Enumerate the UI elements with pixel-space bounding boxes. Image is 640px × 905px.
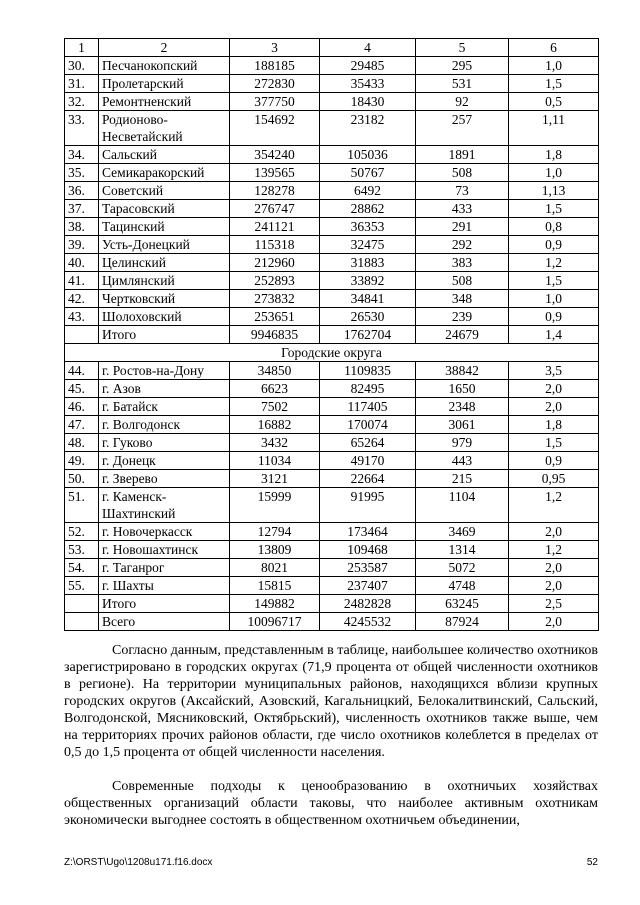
table-cell: 1,0: [509, 57, 599, 75]
column-header: 2: [99, 39, 230, 57]
column-header: 1: [65, 39, 99, 57]
table-cell: 28862: [320, 200, 416, 218]
table-cell: [65, 326, 99, 344]
table-cell: 3061: [416, 416, 509, 434]
table-row: [65, 272, 599, 290]
table-row: [65, 111, 599, 146]
table-cell: 49.: [65, 452, 99, 470]
table-header-row: [65, 39, 599, 57]
table-cell: г. Азов: [99, 380, 230, 398]
table-cell: 26530: [320, 308, 416, 326]
table-row: [65, 236, 599, 254]
table-cell: 241121: [230, 218, 320, 236]
table-row: [65, 488, 599, 523]
table-cell: 35.: [65, 164, 99, 182]
table-cell: г. Батайск: [99, 398, 230, 416]
table-cell: 15815: [230, 577, 320, 595]
table-row: [65, 595, 599, 613]
table-cell: 33.: [65, 111, 99, 146]
section-row: [65, 344, 599, 362]
footer-page-number: 52: [586, 857, 598, 868]
table-cell: 87924: [416, 613, 509, 631]
table-cell: 239: [416, 308, 509, 326]
table-cell: 0,95: [509, 470, 599, 488]
table-cell: 22664: [320, 470, 416, 488]
table-cell: 45.: [65, 380, 99, 398]
table-cell: 257: [416, 111, 509, 146]
table-cell: 53.: [65, 541, 99, 559]
table-cell: Целинский: [99, 254, 230, 272]
table-cell: 41.: [65, 272, 99, 290]
table-cell: 12794: [230, 523, 320, 541]
table-cell: 1,8: [509, 146, 599, 164]
table-cell: 1,5: [509, 434, 599, 452]
table-cell: 276747: [230, 200, 320, 218]
table-row: [65, 398, 599, 416]
table-cell: Усть-Донецкий: [99, 236, 230, 254]
table-cell: 40.: [65, 254, 99, 272]
table-cell: 979: [416, 434, 509, 452]
table-cell: 2,0: [509, 380, 599, 398]
table-cell: 10096717: [230, 613, 320, 631]
table-row: [65, 290, 599, 308]
table-row: [65, 559, 599, 577]
table-cell: 173464: [320, 523, 416, 541]
table-cell: 34.: [65, 146, 99, 164]
table-cell: 1,0: [509, 164, 599, 182]
table-cell: 377750: [230, 93, 320, 111]
table-cell: 63245: [416, 595, 509, 613]
table-row: [65, 380, 599, 398]
footer-file-path: Z:\ORST\Ugo\1208u171.f16.docx: [64, 857, 213, 868]
table-row: [65, 218, 599, 236]
table-cell: 32475: [320, 236, 416, 254]
table-cell: 37.: [65, 200, 99, 218]
table-cell: 91995: [320, 488, 416, 523]
table-row: [65, 362, 599, 380]
table-cell: 0,8: [509, 218, 599, 236]
table-cell: 2,0: [509, 577, 599, 595]
table-cell: 33892: [320, 272, 416, 290]
table-cell: 38842: [416, 362, 509, 380]
table-cell: г. Каменск-Шахтинский: [99, 488, 230, 523]
table-cell: [65, 613, 99, 631]
table-cell: 4748: [416, 577, 509, 595]
table-cell: 115318: [230, 236, 320, 254]
table-cell: 1,0: [509, 290, 599, 308]
table-cell: 0,5: [509, 93, 599, 111]
table-cell: 11034: [230, 452, 320, 470]
table-cell: г. Новочеркасск: [99, 523, 230, 541]
table-cell: 237407: [320, 577, 416, 595]
table-cell: 1104: [416, 488, 509, 523]
table-cell: 36.: [65, 182, 99, 200]
table-cell: 1,11: [509, 111, 599, 146]
table-cell: г. Донецк: [99, 452, 230, 470]
table-cell: 38.: [65, 218, 99, 236]
table-cell: 44.: [65, 362, 99, 380]
table-cell: 43.: [65, 308, 99, 326]
table-cell: 531: [416, 75, 509, 93]
table-cell: Ремонтненский: [99, 93, 230, 111]
table-cell: 2,0: [509, 523, 599, 541]
table-row: [65, 308, 599, 326]
table-cell: г. Зверево: [99, 470, 230, 488]
table-cell: 273832: [230, 290, 320, 308]
table-cell: 3432: [230, 434, 320, 452]
table-cell: Шолоховский: [99, 308, 230, 326]
column-header: 5: [416, 39, 509, 57]
table-cell: 443: [416, 452, 509, 470]
table-cell: 3469: [416, 523, 509, 541]
table-cell: 16882: [230, 416, 320, 434]
table-cell: 5072: [416, 559, 509, 577]
table-cell: 18430: [320, 93, 416, 111]
table-row: [65, 146, 599, 164]
table-cell: 2,5: [509, 595, 599, 613]
table-row: [65, 182, 599, 200]
table-cell: 215: [416, 470, 509, 488]
table-cell: 3,5: [509, 362, 599, 380]
table-cell: 1109835: [320, 362, 416, 380]
table-cell: г. Волгодонск: [99, 416, 230, 434]
table-cell: 0,9: [509, 308, 599, 326]
table-cell: 52.: [65, 523, 99, 541]
table-cell: г. Ростов-на-Дону: [99, 362, 230, 380]
table-cell: 8021: [230, 559, 320, 577]
table-cell: Итого: [99, 595, 230, 613]
table-cell: 1891: [416, 146, 509, 164]
table-cell: 1,8: [509, 416, 599, 434]
table-cell: 1762704: [320, 326, 416, 344]
table-row: [65, 541, 599, 559]
hunters-statistics-table: [64, 38, 599, 631]
table-cell: 1650: [416, 380, 509, 398]
table-cell: 48.: [65, 434, 99, 452]
table-cell: г. Шахты: [99, 577, 230, 595]
table-cell: 252893: [230, 272, 320, 290]
table-cell: Тацинский: [99, 218, 230, 236]
table-cell: 508: [416, 272, 509, 290]
table-cell: 4245532: [320, 613, 416, 631]
table-cell: 508: [416, 164, 509, 182]
table-cell: [65, 595, 99, 613]
table-cell: 0,9: [509, 452, 599, 470]
table-cell: 50.: [65, 470, 99, 488]
table-cell: 31883: [320, 254, 416, 272]
table-cell: Тарасовский: [99, 200, 230, 218]
table-cell: 15999: [230, 488, 320, 523]
table-row: [65, 523, 599, 541]
table-row: [65, 613, 599, 631]
table-row: [65, 200, 599, 218]
table-cell: 1,13: [509, 182, 599, 200]
table-cell: 1,2: [509, 488, 599, 523]
table-cell: 9946835: [230, 326, 320, 344]
paragraph-1: Согласно данным, представленным в таблице, наибольшее количество охотников зарегистрировано в городских округах (71,9 процента от общей численности охотников в регионе). На территории муниципальных районов, находящихся вблизи крупных городских округов (Аксайский, Азовский, Кагальницкий, Белокалитвинский, Сальский, Волгодонской, Мясниковский, Октябрьский), численность охотников также выше, чем на территориях прочих районов области, где число охотников колеблется в пределах от 0,5 до 1,5 процента от общей численности населения.: [64, 643, 598, 760]
table-cell: 154692: [230, 111, 320, 146]
table-cell: 253587: [320, 559, 416, 577]
table-cell: 139565: [230, 164, 320, 182]
table-cell: Цимлянский: [99, 272, 230, 290]
table-cell: 82495: [320, 380, 416, 398]
table-cell: 55.: [65, 577, 99, 595]
table-cell: 354240: [230, 146, 320, 164]
table-cell: 92: [416, 93, 509, 111]
table-row: [65, 75, 599, 93]
table-cell: г. Новошахтинск: [99, 541, 230, 559]
table-cell: Всего: [99, 613, 230, 631]
table-cell: Чертковский: [99, 290, 230, 308]
table-cell: 1,2: [509, 254, 599, 272]
table-cell: 1,4: [509, 326, 599, 344]
table-cell: 383: [416, 254, 509, 272]
table-cell: 31.: [65, 75, 99, 93]
table-cell: 170074: [320, 416, 416, 434]
table-cell: 1314: [416, 541, 509, 559]
paragraph-2: Современные подходы к ценообразованию в охотничьих хозяйствах общественных организаций области таковы, что наиболее активным охотникам экономически выгоднее состоять в общественном охотничьем объединении,: [64, 779, 598, 828]
table-cell: 128278: [230, 182, 320, 200]
table-cell: 117405: [320, 398, 416, 416]
table-cell: 24679: [416, 326, 509, 344]
table-cell: 3121: [230, 470, 320, 488]
table-cell: 73: [416, 182, 509, 200]
table-row: [65, 416, 599, 434]
table-row: [65, 577, 599, 595]
table-row: [65, 57, 599, 75]
table-cell: 105036: [320, 146, 416, 164]
column-header: 6: [509, 39, 599, 57]
table-cell: 149882: [230, 595, 320, 613]
table-cell: 2,0: [509, 398, 599, 416]
table-row: [65, 470, 599, 488]
table-cell: Родионово-Несветайский: [99, 111, 230, 146]
table-cell: 1,2: [509, 541, 599, 559]
table-cell: 34850: [230, 362, 320, 380]
table-cell: 65264: [320, 434, 416, 452]
table-cell: 6623: [230, 380, 320, 398]
table-row: [65, 164, 599, 182]
table-row: [65, 452, 599, 470]
table-cell: 272830: [230, 75, 320, 93]
table-cell: 7502: [230, 398, 320, 416]
table-cell: 35433: [320, 75, 416, 93]
table-cell: г. Таганрог: [99, 559, 230, 577]
table-cell: 49170: [320, 452, 416, 470]
table-cell: 34841: [320, 290, 416, 308]
table-cell: г. Гуково: [99, 434, 230, 452]
table-cell: 51.: [65, 488, 99, 523]
table-cell: 54.: [65, 559, 99, 577]
table-cell: 433: [416, 200, 509, 218]
table-cell: Сальский: [99, 146, 230, 164]
table-cell: 1,5: [509, 272, 599, 290]
table-cell: 1,5: [509, 75, 599, 93]
table-cell: 42.: [65, 290, 99, 308]
table-cell: 29485: [320, 57, 416, 75]
table-cell: 2482828: [320, 595, 416, 613]
table-cell: 2,0: [509, 613, 599, 631]
table-cell: Итого: [99, 326, 230, 344]
table-cell: 0,9: [509, 236, 599, 254]
table-cell: 23182: [320, 111, 416, 146]
column-header: 3: [230, 39, 320, 57]
table-row: [65, 93, 599, 111]
table-cell: 50767: [320, 164, 416, 182]
table-cell: 30.: [65, 57, 99, 75]
table-cell: 1,5: [509, 200, 599, 218]
table-row: [65, 326, 599, 344]
table-cell: Песчанокопский: [99, 57, 230, 75]
table-cell: 46.: [65, 398, 99, 416]
table-cell: 291: [416, 218, 509, 236]
table-row: [65, 254, 599, 272]
section-title: Городские округа: [65, 344, 599, 362]
table-cell: Семикаракорский: [99, 164, 230, 182]
table-cell: 188185: [230, 57, 320, 75]
table-cell: 295: [416, 57, 509, 75]
table-cell: 32.: [65, 93, 99, 111]
table-cell: 348: [416, 290, 509, 308]
table-cell: 253651: [230, 308, 320, 326]
table-cell: 13809: [230, 541, 320, 559]
table-cell: 6492: [320, 182, 416, 200]
table-cell: Пролетарский: [99, 75, 230, 93]
table-cell: 2,0: [509, 559, 599, 577]
table-cell: 36353: [320, 218, 416, 236]
table-cell: 109468: [320, 541, 416, 559]
table-cell: Советский: [99, 182, 230, 200]
column-header: 4: [320, 39, 416, 57]
table-cell: 2348: [416, 398, 509, 416]
table-cell: 39.: [65, 236, 99, 254]
table-cell: 212960: [230, 254, 320, 272]
table-cell: 292: [416, 236, 509, 254]
table-row: [65, 434, 599, 452]
table-cell: 47.: [65, 416, 99, 434]
